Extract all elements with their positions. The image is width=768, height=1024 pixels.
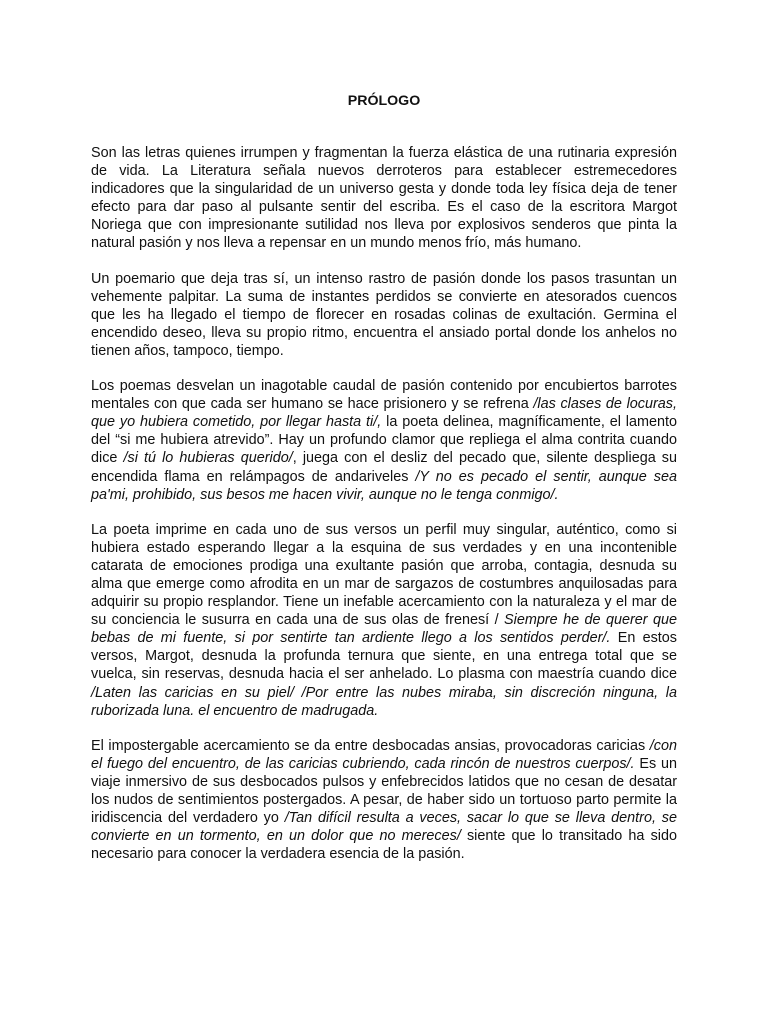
body-paragraph [91, 377, 677, 504]
text-run: Los poemas desvelan un inagotable caudal de pasión contenido por encubiertos barrotes mentales con que cada ser humano se hace prisionero y se refrena [91, 378, 677, 413]
text-run: siente que lo transitado ha sido necesario para conocer la verdadera esencia de la pasión. [91, 828, 677, 863]
quoted-verse: /Laten las caricias en su piel/ /Por entre las nubes miraba, sin discreción ninguna, la ruborizada luna. el encuentro de madrugada. [91, 684, 677, 719]
quoted-verse: /las clases de locuras, que yo hubiera cometido, por llegar hasta ti/, [91, 396, 677, 431]
text-run: El impostergable acercamiento se da entre desbocadas ansias, provocadoras caricias [91, 737, 650, 754]
quoted-verse: /Y no es pecado el sentir, aunque sea pa'mi, prohibido, sus besos me hacen vivir, aunque no le tenga conmigo/. [91, 468, 677, 503]
text-run: En estos versos, Margot, desnuda la profunda ternura que siente, en una entrega total que se vuelca, sin reservas, desnuda hacia el ser anhelado. Lo plasma con maestría cuando dice [91, 630, 677, 683]
quoted-verse: Siempre he de querer que bebas de mi fuente, si por sentirte tan ardiente llego a los sentidos perder/. [91, 612, 677, 647]
text-run: Son las letras quienes irrumpen y fragmentan la fuerza elástica de una rutinaria expresión de vida. La Literatura señala nuevos derroteros para establecer estremecedores indicadores que la singularidad de un universo gesta y donde toda ley física deja de tener efecto para dar paso al pulsante sentir del escriba. Es el caso de la escritora Margot Noriega que con impresionante sutilidad nos lleva por explosivos senderos que pinta la natural pasión y nos lleva a repensar en un mundo menos frío, más humano. [91, 145, 677, 252]
quoted-verse: /con el fuego del encuentro, de las caricias cubriendo, cada rincón de nuestros cuerpos/. [91, 737, 677, 772]
quoted-verse: /Tan difícil resulta a veces, sacar lo que se lleva dentro, se convierte en un tormento, en un dolor que no mereces/ [91, 810, 677, 845]
text-run: Un poemario que deja tras sí, un intenso rastro de pasión donde los pasos trasuntan un vehemente palpitar. La suma de instantes perdidos se convierte en atesorados cuencos que les ha llegado el tiempo de florecer en rosadas colinas de exultación. Germina el encendido deseo, lleva su propio ritmo, encuentra el ansiado portal donde los anhelos no tienen años, tampoco, tiempo. [91, 270, 677, 359]
text-run: la poeta delinea, magníficamente, el lamento del “si me hubiera atrevido”. Hay un profundo clamor que repliega el alma contrita cuando dice [91, 414, 677, 467]
page-title: PRÓLOGO [347, 93, 421, 109]
body-paragraph [91, 144, 677, 253]
body-paragraph [91, 737, 677, 864]
text-run: La poeta imprime en cada uno de sus versos un perfil muy singular, auténtico, como si hubiera estado esperando llegar a la esquina de sus verdades y en una incontenible catarata de emociones prodiga una exultante pasión que arroba, contagia, desnuda su alma que emerge como afrodita en un mar de sargazos de costumbres anquilosadas para adquirir su propio resplandor. Tiene un inefable acercamiento con la naturaleza y el mar de su conciencia le susurra en cada una de sus olas de frenesí / [91, 521, 677, 629]
body-paragraph [91, 521, 677, 720]
document-body [91, 144, 677, 863]
text-run: Es un viaje inmersivo de sus desbocados pulsos y enfebrecidos latidos que no cesan de desatar los nudos de sentimientos postergados. A pesar, de haber sido un tortuoso parto permite la iridiscencia del verdadero yo [91, 755, 677, 827]
quoted-verse: /si tú lo hubieras querido/ [123, 450, 293, 467]
body-paragraph [91, 270, 677, 360]
text-run: , juega con el desliz del pecado que, silente despliega su encendida flama en relámpagos de andariveles [91, 450, 678, 485]
